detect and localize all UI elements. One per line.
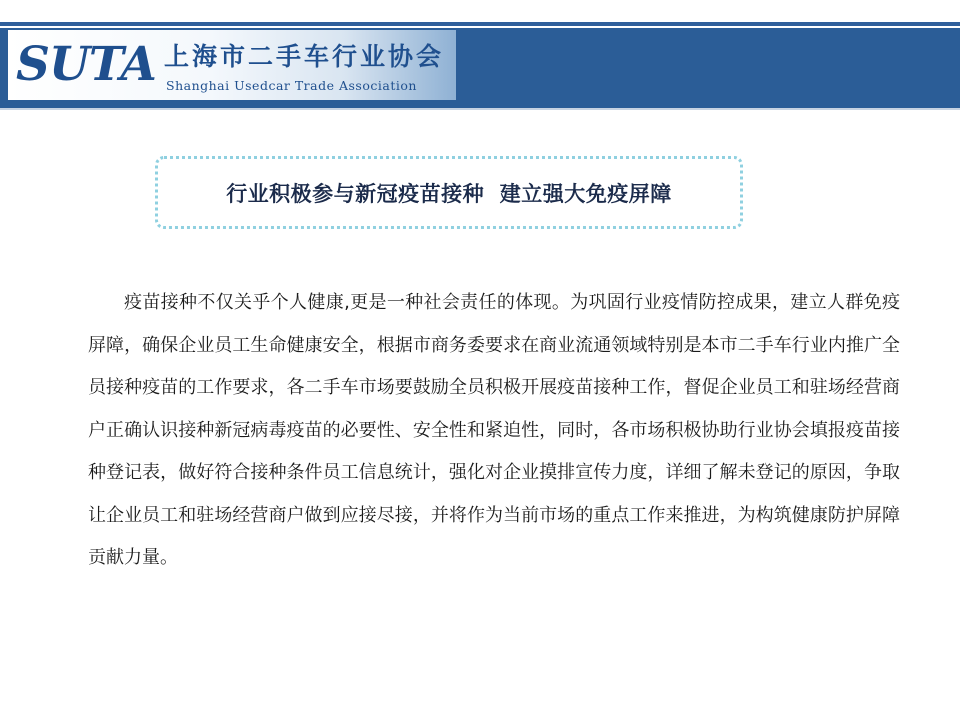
org-name-cn: 上海市二手车行业协会 (164, 42, 445, 71)
header-bottom-rule (0, 108, 960, 110)
logo-mark: SUTA (16, 37, 156, 92)
header-top-rule (0, 22, 960, 26)
body-paragraph: 疫苗接种不仅关乎个人健康,更是一种社会责任的体现。为巩固行业疫情防控成果，建立人群免疫屏障，确保企业员工生命健康安全，根据市商务委要求在商业流通领域特别是本市二手车行业内推广全员接种疫苗的工作要求，各二手车市场要鼓励全员积极开展疫苗接种工作，督促企业员工和驻场经营商户正确认识接种新冠病毒疫苗的必要性、安全性和紧迫性，同时，各市场积极协助行业协会填报疫苗接种登记表，做好符合接种条件员工信息统计，强化对企业摸排宣传力度，详细了解未登记的原因，争取让企业员工和驻场经营商户做到应接尽接，并将作为当前市场的重点工作来推进，为构筑健康防护屏障贡献力量。 (88, 292, 900, 568)
title-box (155, 156, 743, 229)
org-name-en: Shanghai Usedcar Trade Association (166, 78, 417, 93)
page-title: 行业积极参与新冠疫苗接种 建立强大免疫屏障 (226, 181, 672, 206)
association-logo (8, 30, 456, 100)
